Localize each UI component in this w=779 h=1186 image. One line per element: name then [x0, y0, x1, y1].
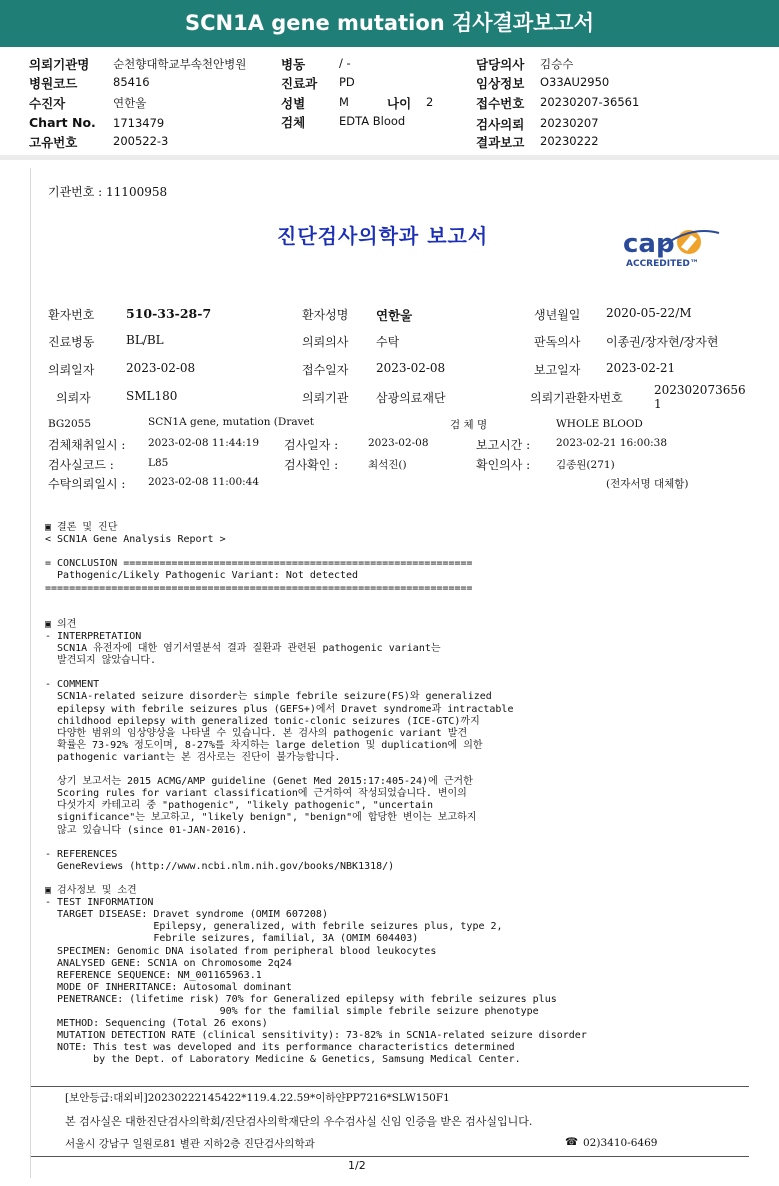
report-body-line: PENETRANCE: (lifetime risk) 70% for Generalized epilepsy with febrile seizures plus [45, 993, 557, 1005]
report-body-line: pathogenic variant는 본 검사로는 진단이 불가능합니다. [45, 751, 341, 763]
report-body-line: by the Dept. of Laboratory Medicine & Genetics, Samsung Medical Center. [45, 1054, 521, 1066]
institution-patient-no-value-cont: 1 [654, 397, 662, 411]
request-date-value-2: 2023-02-08 [126, 361, 196, 375]
cap-accredited-logo [619, 225, 729, 271]
ward-value-2: BL/BL [126, 333, 164, 347]
collection-time-value: 2023-02-08 11:44:19 [148, 437, 260, 449]
ward-value: / - [339, 56, 351, 70]
certification-statement: 본 검사실은 대한진단검사의학회/진단검사의학재단의 우수검사실 신임 인증을 받은 검사실입니다. [65, 1115, 533, 1128]
report-body-line: TARGET DISEASE: Dravet syndrome (OMIM 607208) [45, 909, 328, 921]
sex-value: M [339, 95, 349, 109]
sex-label: 성별 [281, 96, 306, 111]
report-time-label: 보고시간 : [476, 438, 531, 452]
report-body-line: - REFERENCES [45, 848, 118, 860]
report-date-value: 2023-02-21 [606, 361, 676, 375]
patient-name-value: 연한울 [376, 308, 413, 323]
result-date-label: 결과보고 [476, 135, 525, 150]
lab-code-label: 검사실코드 : [48, 458, 114, 472]
result-date-value: 20230222 [540, 134, 599, 148]
footer-top-rule [31, 1086, 749, 1087]
report-body-line: Scoring rules for variant classification에 근거하여 작성되었습니다. 변이의 [45, 788, 467, 800]
report-body-line: 90% for the familial simple febrile seizure phenotype [45, 1006, 539, 1017]
collection-time-label: 검체채취일시 : [48, 438, 126, 452]
report-body-line: 발견되지 않았습니다. [45, 655, 157, 667]
examinee-value: 연한울 [113, 96, 147, 110]
report-body-line: ======================================================================= [45, 582, 473, 594]
security-line: [보안등급:대외비]20230222145422*119.4.22.59*이하얀PP7216*SLW150F1 [65, 1092, 450, 1104]
age-value: 2 [426, 95, 434, 109]
patient-name-label: 환자성명 [302, 308, 349, 322]
report-time-value: 2023-02-21 16:00:38 [556, 437, 668, 449]
report-body-line: childhood epilepsy with generalized tonic-clonic seizures (ICE-GTC)까지 [45, 715, 480, 727]
patient-no-value: 510-33-28-7 [126, 306, 212, 321]
cap-logo-text: cap [623, 229, 675, 259]
consignment-time-label: 수탁의뢰일시 : [48, 477, 126, 491]
institution-patient-no-value: 202302073656 [654, 383, 746, 397]
report-body-line: - INTERPRETATION [45, 630, 142, 642]
requesting-institution-label: 의뢰기관 [302, 391, 349, 405]
birth-date-value: 2020-05-22/M [606, 306, 692, 320]
reading-doctor-value: 이종권/장자현/장자현 [606, 335, 719, 349]
report-body-line: 않고 있습니다 (since 01-JAN-2016). [45, 824, 248, 836]
requesting-doctor-label: 의뢰의사 [302, 335, 349, 349]
report-banner-title: SCN1A gene mutation 검사결과보고서 [0, 0, 779, 47]
e-signature-note: (전자서명 대체함) [606, 478, 689, 490]
report-body-line: MUTATION DETECTION RATE (clinical sensitivity): 73-82% in SCN1A-related seizure disorder [45, 1030, 587, 1042]
report-body-line: NOTE: This test was developed and its performance characteristics determined [45, 1042, 515, 1054]
report-body-line: = CONCLUSION ========================================================== [45, 558, 473, 570]
institution-value: 순천향대학교부속천안병원 [113, 57, 247, 71]
requesting-doctor-value: 수탁 [376, 335, 400, 349]
receipt-date-value: 2023-02-08 [376, 361, 446, 375]
report-body-line: 상기 보고서는 2015 ACMG/AMP guideline (Genet Med 2015:17:405-24)에 근거한 [45, 776, 473, 788]
request-date-label: 검사의뢰 [476, 117, 525, 132]
test-name: SCN1A gene, mutation (Dravet [148, 416, 314, 428]
doctor-value: 김승수 [540, 57, 574, 71]
specimen-name-value: WHOLE BLOOD [556, 418, 643, 430]
request-date-value: 20230207 [540, 116, 599, 130]
report-title: 진단검사의학과 보고서 [277, 224, 489, 248]
hospital-code-label: 병원코드 [29, 76, 78, 91]
clinical-info-label: 임상정보 [476, 76, 525, 91]
test-code: BG2055 [48, 418, 92, 430]
lab-phone: 02)3410-6469 [583, 1137, 658, 1149]
age-label: 나이 [387, 96, 412, 111]
header-divider [0, 155, 779, 160]
report-body-line: Pathogenic/Likely Pathogenic Variant: Not detected [45, 570, 359, 582]
requester-value: SML180 [126, 389, 178, 403]
patient-no-label: 환자번호 [48, 308, 95, 322]
report-body-line: < SCN1A Gene Analysis Report > [45, 534, 226, 546]
confirming-doctor-label: 확인의사 : [476, 458, 531, 472]
phone-icon: ☎ [565, 1136, 579, 1148]
test-date-value: 2023-02-08 [368, 437, 429, 449]
report-body-line: METHOD: Sequencing (Total 26 exons) [45, 1018, 268, 1030]
lab-address: 서울시 강남구 일원로81 별관 지하2층 진단검사의학과 [65, 1138, 315, 1150]
reception-no-value: 20230207-36561 [540, 95, 640, 109]
chart-no-label: Chart No. [29, 115, 96, 130]
chart-no-value: 1713479 [113, 116, 165, 130]
requesting-institution-value: 삼광의료재단 [376, 391, 446, 405]
report-body-line: ▣ 검사정보 및 소견 [45, 885, 137, 896]
report-date-label: 보고일자 [534, 363, 581, 377]
test-confirm-value: 최석진() [368, 459, 407, 471]
report-body-line: 다섯가지 카테고리 중 "pathogenic", "likely pathogenic", "uncertain [45, 800, 433, 812]
department-value: PD [339, 75, 355, 89]
reading-doctor-label: 판독의사 [534, 335, 581, 349]
report-body-line: Febrile seizures, familial, 3A (OMIM 604403) [45, 933, 419, 945]
report-body-line: SPECIMEN: Genomic DNA isolated from peripheral blood leukocytes [45, 945, 437, 957]
requester-label: 의뢰자 [56, 391, 91, 405]
receipt-date-label: 접수일자 [302, 363, 349, 377]
clinical-info-value: O33AU2950 [540, 75, 610, 89]
institution-number: 기관번호 : 11100958 [48, 185, 168, 199]
lab-code-value: L85 [148, 457, 169, 469]
report-body-line: GeneReviews (http://www.ncbi.nlm.nih.gov/books/NBK1318/) [45, 860, 395, 872]
test-confirm-label: 검사확인 : [284, 458, 339, 472]
hospital-code-value: 85416 [113, 75, 150, 89]
request-date-label-2: 의뢰일자 [48, 363, 95, 377]
report-body-line: ▣ 결론 및 진단 [45, 522, 118, 533]
report-body-line: SCN1A 유전자에 대한 염기서열분석 결과 질환과 관련된 pathogenic variant는 [45, 643, 441, 654]
cap-accredited-text: ACCREDITED™ [626, 259, 699, 269]
specimen-name-label: 검 체 명 [450, 419, 488, 431]
unique-no-value: 200522-3 [113, 134, 169, 148]
confirming-doctor-value: 김종원(271) [556, 459, 615, 471]
ward-label: 병동 [281, 57, 306, 72]
examinee-label: 수진자 [29, 96, 66, 111]
doctor-label: 담당의사 [476, 57, 525, 72]
test-date-label: 검사일자 : [284, 438, 339, 452]
footer-bottom-rule [31, 1156, 749, 1157]
unique-no-label: 고유번호 [29, 135, 78, 150]
report-body-line: SCN1A-related seizure disorder는 simple febrile seizure(FS)와 generalized [45, 691, 492, 703]
report-body-line: MODE OF INHERITANCE: Autosomal dominant [45, 981, 292, 993]
report-body-line: REFERENCE SEQUENCE: NM_001165963.1 [45, 969, 262, 981]
consignment-time-value: 2023-02-08 11:00:44 [148, 476, 260, 488]
department-label: 진료과 [281, 76, 318, 91]
report-body-line: - COMMENT [45, 679, 100, 691]
report-body-line: - TEST INFORMATION [45, 897, 154, 909]
ward-label-2: 진료병동 [48, 335, 95, 349]
institution-patient-no-label: 의뢰기관환자번호 [530, 391, 623, 405]
report-body-line: 확률은 73-92% 정도이며, 8-27%를 차지하는 large deletion 및 duplication에 의한 [45, 739, 483, 751]
specimen-value: EDTA Blood [339, 114, 406, 128]
patient-header [0, 54, 779, 150]
report-body-line: 다양한 범위의 임상양상을 나타낼 수 있습니다. 본 검사의 pathogenic variant 발견 [45, 727, 468, 739]
specimen-label: 검체 [281, 115, 306, 130]
reception-no-label: 접수번호 [476, 96, 525, 111]
birth-date-label: 생년월일 [534, 308, 581, 322]
page-number: 1/2 [348, 1159, 366, 1172]
lab-report [30, 168, 749, 1178]
report-body-line: significance"는 보고하고, "likely benign", "benign"에 합당한 변이는 보고하지 [45, 812, 477, 824]
report-body-line: ▣ 의견 [45, 618, 77, 630]
report-body-line: ANALYSED GENE: SCN1A on Chromosome 2q24 [45, 957, 292, 969]
report-body-line: epilepsy with febrile seizures plus (GEFS+)에서 Dravet syndrome과 intractable [45, 703, 514, 715]
institution-label: 의뢰기관명 [29, 57, 90, 72]
report-body-line: Epilepsy, generalized, with febrile seizures plus, type 2, [45, 921, 503, 933]
